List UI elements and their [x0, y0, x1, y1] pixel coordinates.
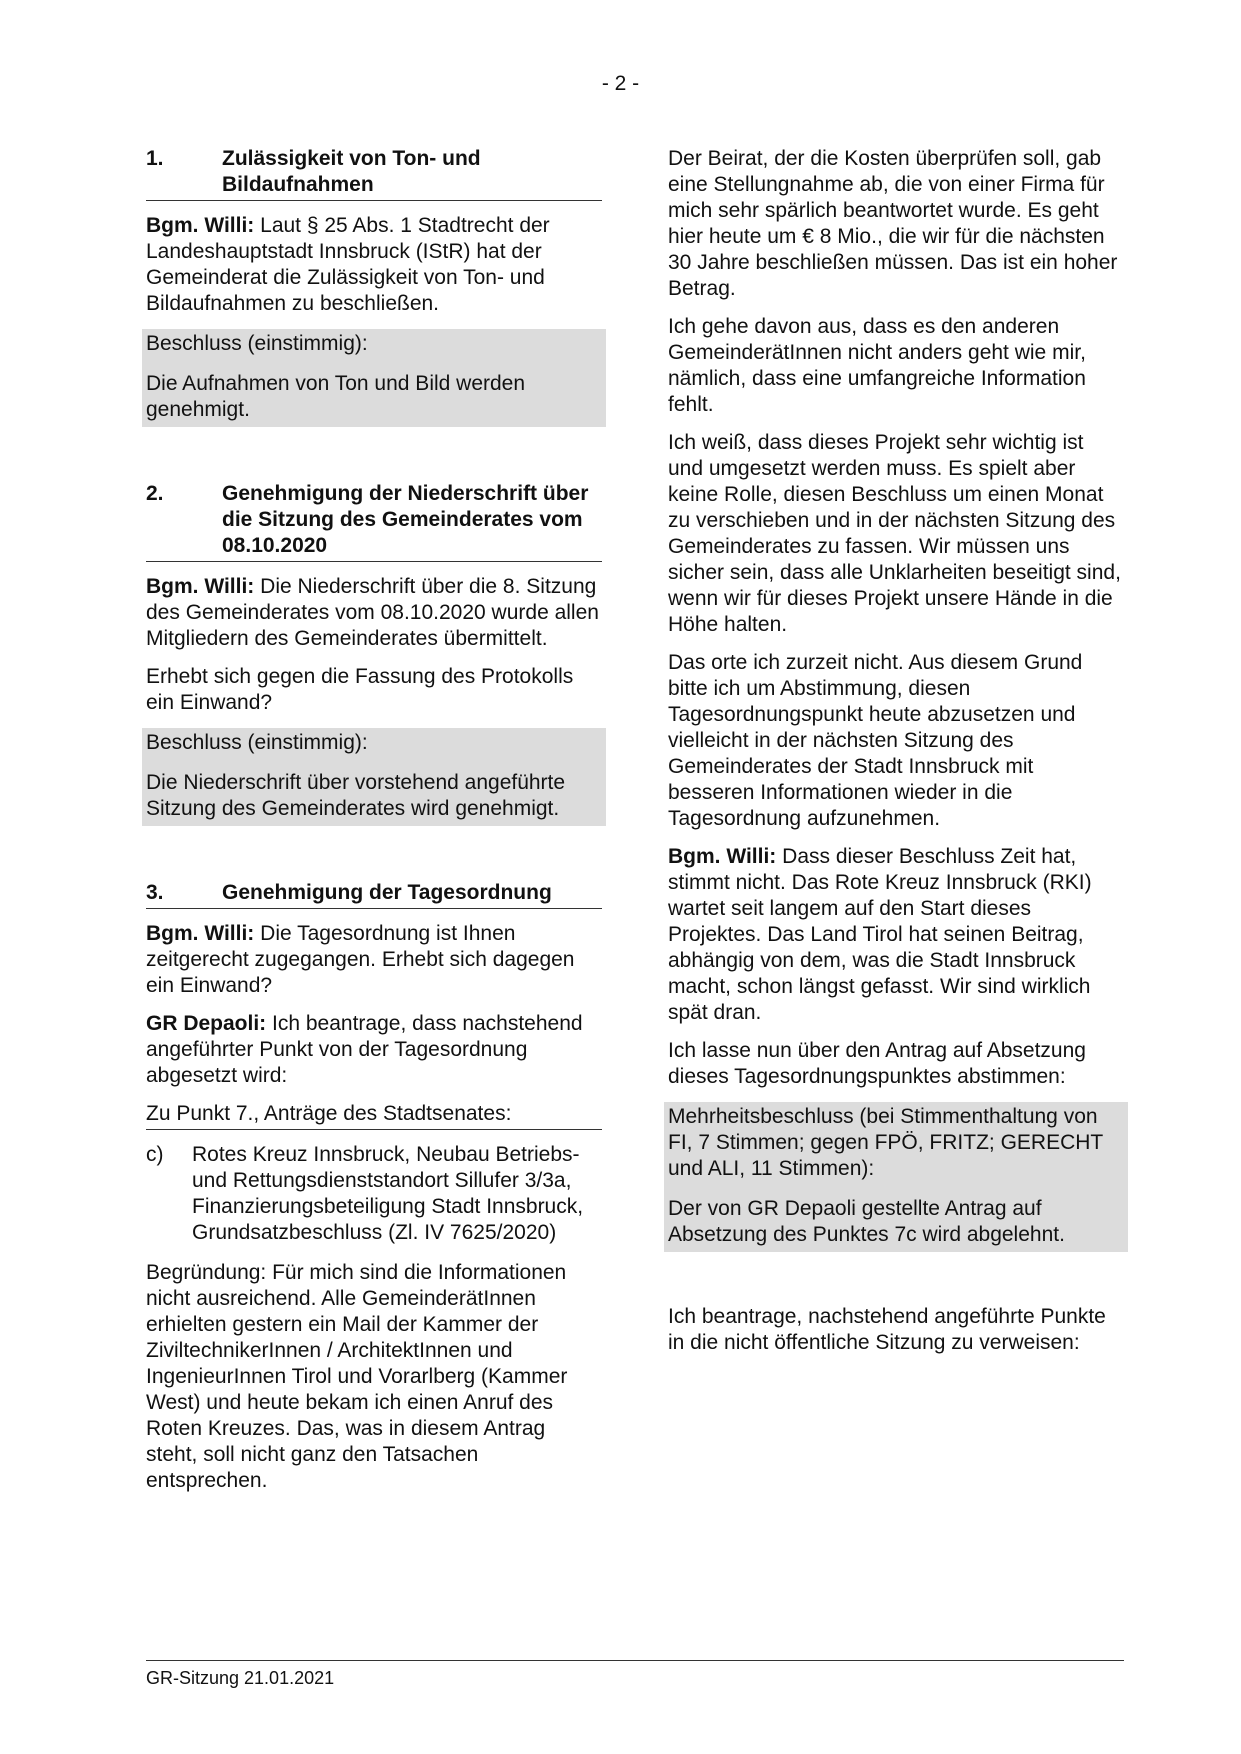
paragraph: Begründung: Für mich sind die Informationen nicht ausreichend. Alle GemeinderätInnen erhielten gestern ein Mail der Kammer der ZiviltechnikerInnen / ArchitektInnen und IngenieurInnen Tirol und Vorarlberg (Kammer West) und heute bekam ich einen Anruf des Roten Kreuzes. Das, was in diesem Antrag steht, soll nicht ganz den Tatsachen entsprechen.: [146, 1261, 568, 1492]
paragraph: Das orte ich zurzeit nicht. Aus diesem Grund bitte ich um Abstimmung, diesen Tagesordnungspunkt heute abzusetzen und vielleicht in der nächsten Sitzung des Gemeinderates der Stadt Innsbruck mit besseren Informationen wieder in die Tagesordnung aufzunehmen.: [668, 651, 1083, 830]
section-title: Zulässigkeit von Ton- und Bildaufnahmen: [222, 147, 481, 196]
footer-divider: [146, 1660, 1124, 1661]
paragraph: Ich weiß, dass dieses Projekt sehr wichtig ist und umgesetzt werden muss. Es spielt aber keine Rolle, diesen Beschluss um einen Monat zu verschieben und in der nächsten Sitzung des Gemeinderates zu fassen. Wir müssen uns sicher sein, dass alle Unklarheiten beseitigt sind, wenn wir für dieses Projekt unsere Hände in die Höhe halten.: [668, 431, 1121, 636]
resolution-box: [142, 329, 606, 427]
agenda-reference: Zu Punkt 7., Anträge des Stadtsenates:: [146, 1101, 602, 1130]
resolution-head: Mehrheitsbeschluss (bei Stimmenthaltung von FI, 7 Stimmen; gegen FPÖ, FRITZ; GERECHT und ALI, 11 Stimmen):: [668, 1105, 1103, 1180]
speech-text: Die Niederschrift über die 8. Sitzung des Gemeinderates vom 08.10.2020 wurde allen Mitgliedern des Gemeinderates übermittelt.: [146, 575, 599, 650]
section-2-heading: [146, 481, 602, 562]
section-3-heading: [146, 880, 602, 909]
section-number: 1.: [146, 147, 164, 170]
speaker: Bgm. Willi:: [146, 922, 255, 945]
page-number: - 2 -: [601, 72, 640, 95]
resolution-box: [142, 728, 606, 826]
paragraph: [146, 574, 602, 652]
resolution-head: Beschluss (einstimmig):: [146, 332, 368, 355]
section-title: Genehmigung der Niederschrift über die Sitzung des Gemeinderates vom 08.10.2020: [222, 482, 589, 557]
paragraph: Ich lasse nun über den Antrag auf Absetzung dieses Tagesordnungspunktes abstimmen:: [668, 1039, 1086, 1088]
paragraph: Ich gehe davon aus, dass es den anderen GemeinderätInnen nicht anders geht wie mir, nämlich, dass eine umfangreiche Information fehlt.: [668, 315, 1086, 416]
speaker: GR Depaoli:: [146, 1012, 267, 1035]
speaker: Bgm. Willi:: [146, 214, 255, 237]
agenda-item: [146, 1142, 602, 1246]
resolution-box: [664, 1102, 1128, 1252]
item-text: Rotes Kreuz Innsbruck, Neubau Betriebs- und Rettungsdienststandort Sillufer 3/3a, Finanzierungsbeteiligung Stadt Innsbruck, Grundsatzbeschluss (Zl. IV 7625/2020): [192, 1143, 584, 1244]
speech-text: Dass dieser Beschluss Zeit hat, stimmt nicht. Das Rote Kreuz Innsbruck (RKI) wartet seit langem auf den Start dieses Projektes. Das Land Tirol hat seinen Beitrag, abhängig von dem, was die Stadt Innsbruck macht, schon längst gefasst. Wir sind wirklich spät dran.: [668, 845, 1092, 1024]
speech-text: Die Tagesordnung ist Ihnen zeitgerecht zugegangen. Erhebt sich dagegen ein Einwand?: [146, 922, 575, 997]
resolution-text: Der von GR Depaoli gestellte Antrag auf Absetzung des Punktes 7c wird abgelehnt.: [668, 1197, 1065, 1246]
item-marker: c): [146, 1143, 164, 1166]
paragraph: [146, 921, 602, 999]
section-title: Genehmigung der Tagesordnung: [222, 881, 552, 904]
paragraph: [146, 1011, 602, 1089]
speaker: Bgm. Willi:: [668, 845, 777, 868]
right-column: [668, 146, 1124, 1368]
left-column: [146, 146, 602, 1506]
speech-text: Ich beantrage, dass nachstehend angeführter Punkt von der Tagesordnung abgesetzt wird:: [146, 1012, 583, 1087]
resolution-text: Die Aufnahmen von Ton und Bild werden genehmigt.: [146, 372, 526, 421]
paragraph: Der Beirat, der die Kosten überprüfen soll, gab eine Stellungnahme ab, die von einer Firma für mich sehr spärlich beantwortet wurde. Es geht hier heute um € 8 Mio., die wir für die nächsten 30 Jahre beschließen müssen. Das ist ein hoher Betrag.: [668, 147, 1118, 300]
speech-text: Laut § 25 Abs. 1 Stadtrecht der Landeshauptstadt Innsbruck (IStR) hat der Gemeinderat die Zulässigkeit von Ton- und Bildaufnahmen zu beschließen.: [146, 214, 550, 315]
paragraph: Ich beantrage, nachstehend angeführte Punkte in die nicht öffentliche Sitzung zu verweisen:: [668, 1305, 1106, 1354]
section-number: 2.: [146, 482, 164, 505]
speaker: Bgm. Willi:: [146, 575, 255, 598]
resolution-head: Beschluss (einstimmig):: [146, 731, 368, 754]
footer-text: GR-Sitzung 21.01.2021: [146, 1668, 335, 1688]
paragraph: Erhebt sich gegen die Fassung des Protokolls ein Einwand?: [146, 665, 574, 714]
paragraph: [146, 213, 602, 317]
section-1-heading: [146, 146, 602, 201]
paragraph: [668, 844, 1124, 1026]
section-number: 3.: [146, 881, 164, 904]
resolution-text: Die Niederschrift über vorstehend angeführte Sitzung des Gemeinderates wird genehmigt.: [146, 771, 566, 820]
